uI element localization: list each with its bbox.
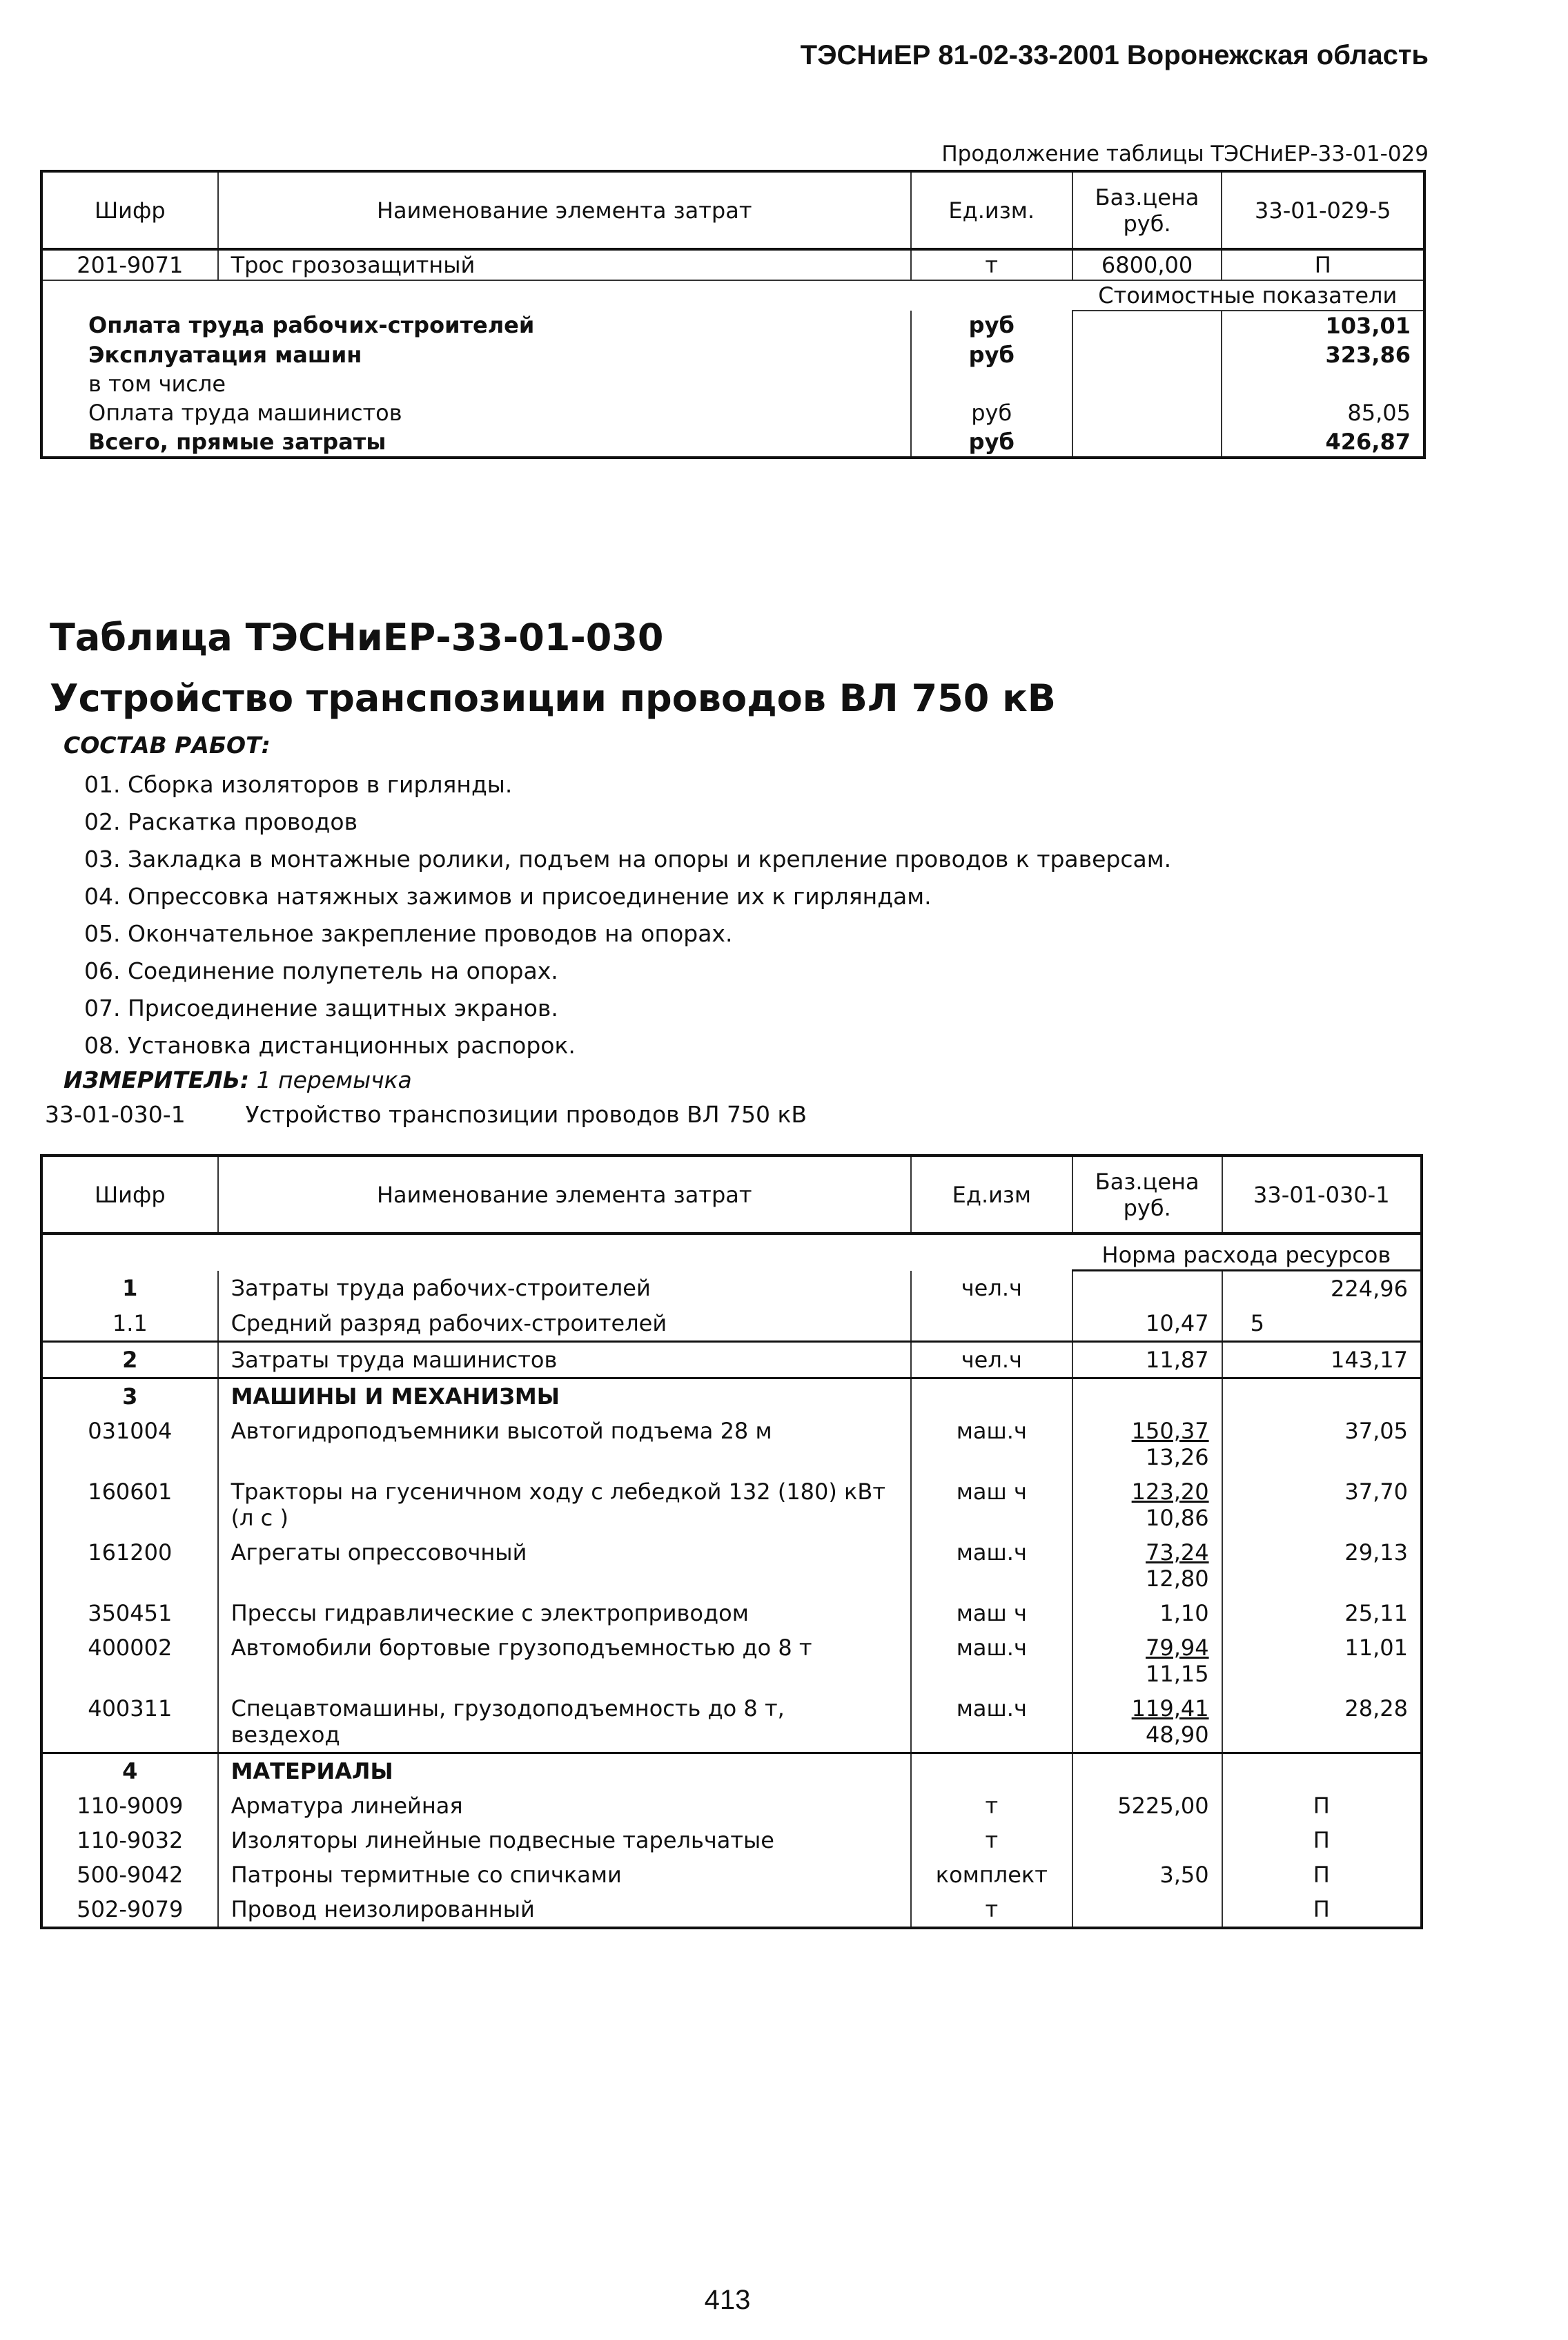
indicator-value: 323,86 [1222, 340, 1424, 369]
row-name: Патроны термитные со спичками [218, 1858, 911, 1892]
list-item: 04. Опрессовка натяжных зажимов и присоединение их к гирляндам. [84, 883, 932, 910]
indicator-row [41, 311, 1424, 340]
row-unit: чел.ч [911, 1271, 1072, 1307]
col-header-norm: 33-01-029-5 [1222, 171, 1424, 249]
row-unit: т [911, 249, 1072, 280]
row-name: Тракторы на гусеничном ходу с лебедкой 132 (180) кВт (л с ) [218, 1474, 911, 1535]
row-price-main: 150,37 [1131, 1418, 1209, 1444]
row-unit: маш ч [911, 1596, 1072, 1630]
norm-code: 33-01-030-1 [45, 1101, 186, 1128]
row-unit [911, 1306, 1072, 1342]
row-price-main: 79,94 [1146, 1635, 1209, 1661]
row-value: П [1222, 1823, 1422, 1858]
page-number: 413 [704, 2285, 751, 2315]
list-item: 08. Установка дистанционных распорок. [84, 1032, 576, 1059]
list-item: 06. Соединение полупетель на опорах. [84, 957, 558, 984]
section-title: МАШИНЫ И МЕХАНИЗМЫ [218, 1378, 911, 1414]
row-price-wage: 48,90 [1146, 1722, 1209, 1748]
row-code: 502-9079 [77, 1896, 184, 1922]
row-price: 3,50 [1072, 1858, 1222, 1892]
indicator-name: Оплата труда рабочих-строителей [88, 312, 535, 338]
section-code: 4 [41, 1753, 218, 1789]
indicator-unit: руб [911, 340, 1072, 369]
indicator-value: 85,05 [1222, 398, 1424, 427]
row-code: 160601 [88, 1479, 173, 1505]
row-price [1072, 1474, 1222, 1535]
table-title: Таблица ТЭСНиЕР-33-01-030 [50, 616, 664, 659]
indicators-header-row [41, 280, 1424, 311]
row-value: П [1222, 1858, 1422, 1892]
row-price-main: 119,41 [1131, 1695, 1209, 1722]
table-title-block [50, 607, 1056, 729]
indicator-name: Оплата труда машинистов [88, 400, 402, 426]
row-price [1072, 1630, 1222, 1691]
row-value: 11,01 [1222, 1630, 1422, 1691]
main-table-header [41, 1156, 1422, 1234]
row-value: П [1222, 1892, 1422, 1928]
list-item: 01. Сборка изоляторов в гирлянды. [84, 771, 513, 798]
row-price [1072, 1271, 1222, 1307]
row-unit: маш.ч [911, 1691, 1072, 1753]
list-item: 03. Закладка в монтажные ролики, подъем на опоры и крепление проводов к траверсам. [84, 846, 1172, 872]
row-code: 031004 [88, 1418, 173, 1444]
table-row [41, 249, 1424, 280]
row-code: 110-9009 [77, 1793, 184, 1819]
row-name: Средний разряд рабочих-строителей [218, 1306, 911, 1342]
row-code: 350451 [88, 1600, 173, 1626]
row-price-wage: 12,80 [1146, 1566, 1209, 1592]
table-row [41, 1858, 1422, 1892]
row-code: 110-9032 [77, 1827, 184, 1853]
norm-description: Устройство транспозиции проводов ВЛ 750 кВ [245, 1101, 807, 1128]
indicator-unit: руб [911, 398, 1072, 427]
col-header-code: Шифр [41, 171, 218, 249]
work-list [84, 766, 1171, 1064]
row-value: 143,17 [1222, 1342, 1422, 1378]
row-value: 29,13 [1222, 1535, 1422, 1596]
row-unit: комплект [911, 1858, 1072, 1892]
section-code: 3 [41, 1378, 218, 1414]
table-row [41, 1892, 1422, 1928]
row-price-main: 123,20 [1131, 1479, 1209, 1505]
row-name: Провод неизолированный [218, 1892, 911, 1928]
row-value: 5 [1222, 1306, 1422, 1342]
indicator-value: 103,01 [1222, 311, 1424, 340]
table-row [41, 1306, 1422, 1342]
row-price: 6800,00 [1072, 249, 1222, 280]
indicator-row [41, 340, 1424, 369]
row-code: 161200 [88, 1539, 173, 1566]
row-price [1072, 1823, 1222, 1858]
indicator-row [41, 369, 1424, 398]
row-price-wage: 10,86 [1146, 1505, 1209, 1531]
col-header-price: Баз.цена руб. [1072, 171, 1222, 249]
col-header-unit: Ед.изм. [911, 171, 1072, 249]
row-price: 5225,00 [1072, 1788, 1222, 1823]
row-price-wage: 13,26 [1146, 1444, 1209, 1470]
row-unit: маш.ч [911, 1414, 1072, 1474]
row-price-main: 73,24 [1146, 1539, 1209, 1566]
row-unit: т [911, 1788, 1072, 1823]
list-item: 02. Раскатка проводов [84, 808, 358, 835]
row-code: 400311 [88, 1695, 173, 1722]
col-header-unit: Ед.изм [911, 1156, 1072, 1234]
row-name: Изоляторы линейные подвесные тарельчатые [218, 1823, 911, 1858]
row-code: 201-9071 [77, 252, 184, 278]
row-name: Затраты труда рабочих-строителей [218, 1271, 911, 1307]
norm-header: Норма расхода ресурсов [1072, 1234, 1422, 1271]
table-row [41, 1342, 1422, 1378]
row-name: Спецавтомашины, грузодоподъемность до 8 т, вездеход [218, 1691, 911, 1753]
row-name: Трос грозозащитный [218, 249, 911, 280]
previous-table [40, 170, 1426, 459]
row-unit: т [911, 1892, 1072, 1928]
running-header: ТЭСНиЕР 81-02-33-2001 Воронежская область [800, 40, 1429, 70]
list-item: 05. Окончательное закрепление проводов на опорах. [84, 920, 733, 947]
row-name: Затраты труда машинистов [218, 1342, 911, 1378]
row-name: Автогидроподъемники высотой подъема 28 м [218, 1414, 911, 1474]
row-price [1072, 1535, 1222, 1596]
table-row [41, 1271, 1422, 1307]
row-code: 1.1 [112, 1310, 148, 1336]
col-header-name: Наименование элемента затрат [218, 1156, 911, 1234]
row-price [1072, 1892, 1222, 1928]
section-row-materials [41, 1753, 1422, 1789]
col-header-price: Баз.цена руб. [1072, 1156, 1222, 1234]
row-price: 11,87 [1072, 1342, 1222, 1378]
indicator-unit: руб [911, 427, 1072, 458]
list-item: 07. Присоединение защитных экранов. [84, 995, 558, 1022]
row-value: 37,05 [1222, 1414, 1422, 1474]
table-row [41, 1630, 1422, 1691]
indicator-name: Эксплуатация машин [88, 342, 362, 368]
row-code: 1 [122, 1274, 138, 1301]
section-row-machines [41, 1378, 1422, 1414]
table-row [41, 1414, 1422, 1474]
section-title: МАТЕРИАЛЫ [218, 1753, 911, 1789]
row-price-wage: 11,15 [1146, 1661, 1209, 1687]
row-unit: маш.ч [911, 1630, 1072, 1691]
indicator-name: в том числе [88, 371, 226, 397]
row-code: 400002 [88, 1635, 173, 1661]
col-header-code: Шифр [41, 1156, 218, 1234]
indicator-value: 426,87 [1222, 427, 1424, 458]
table-row [41, 1474, 1422, 1535]
indicator-row [41, 427, 1424, 458]
table-continuation-caption: Продолжение таблицы ТЭСНиЕР-33-01-029 [941, 142, 1429, 166]
row-value: П [1222, 249, 1424, 280]
table-row [41, 1596, 1422, 1630]
indicators-header: Стоимостные показатели [1072, 280, 1424, 311]
row-code: 500-9042 [77, 1862, 184, 1888]
row-unit: маш ч [911, 1474, 1072, 1535]
row-unit: маш.ч [911, 1535, 1072, 1596]
row-price: 10,47 [1072, 1306, 1222, 1342]
norm-code-line [45, 1101, 807, 1128]
table-row [41, 1691, 1422, 1753]
indicator-name: Всего, прямые затраты [88, 429, 386, 455]
indicator-row [41, 398, 1424, 427]
row-name: Агрегаты опрессовочный [218, 1535, 911, 1596]
row-unit: чел.ч [911, 1342, 1072, 1378]
row-name: Автомобили бортовые грузоподъемностью до 8 т [218, 1630, 911, 1691]
meter-value: 1 перемычка [256, 1066, 412, 1093]
indicator-unit [911, 369, 1072, 398]
table-row [41, 1535, 1422, 1596]
row-value: 28,28 [1222, 1691, 1422, 1753]
norm-header-row [41, 1234, 1422, 1271]
row-value: П [1222, 1788, 1422, 1823]
row-unit: т [911, 1823, 1072, 1858]
main-table [40, 1154, 1423, 1929]
row-price [1072, 1414, 1222, 1474]
row-price [1072, 1691, 1222, 1753]
indicator-unit: руб [911, 311, 1072, 340]
row-price: 1,10 [1072, 1596, 1222, 1630]
row-value: 224,96 [1222, 1271, 1422, 1307]
meter-label: ИЗМЕРИТЕЛЬ: [63, 1066, 250, 1093]
row-name: Прессы гидравлические с электроприводом [218, 1596, 911, 1630]
table-subtitle: Устройство транспозиции проводов ВЛ 750 кВ [50, 676, 1056, 720]
previous-table-header [41, 171, 1424, 249]
meter-line [63, 1066, 412, 1093]
row-value: 37,70 [1222, 1474, 1422, 1535]
row-name: Арматура линейная [218, 1788, 911, 1823]
row-code: 2 [41, 1342, 218, 1378]
col-header-name: Наименование элемента затрат [218, 171, 911, 249]
table-row [41, 1788, 1422, 1823]
col-header-norm: 33-01-030-1 [1222, 1156, 1422, 1234]
row-value: 25,11 [1222, 1596, 1422, 1630]
work-composition-label: СОСТАВ РАБОТ: [63, 732, 271, 759]
table-row [41, 1823, 1422, 1858]
indicator-value [1222, 369, 1424, 398]
